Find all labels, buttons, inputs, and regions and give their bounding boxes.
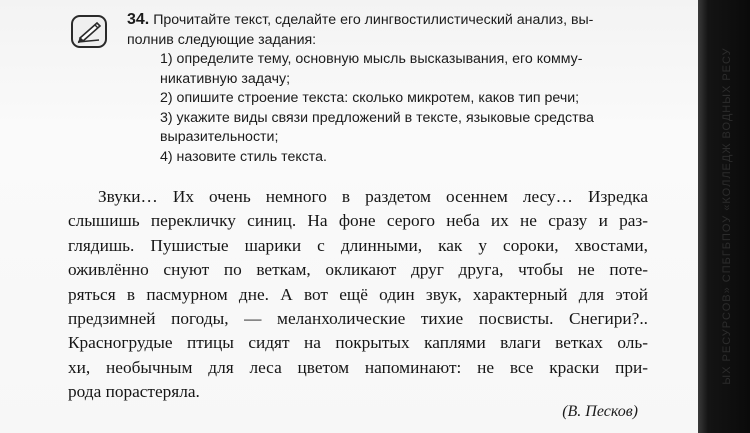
task-block — [127, 10, 647, 167]
watermark: ЫХ РЕСУРСОВ» СПБГБПОУ «КОЛЛЕДЖ ВОДНЫХ РЕСУ — [721, 47, 733, 385]
task-intro-line: полнив следующие задания: — [127, 31, 317, 48]
text-line: оживлённо снуют по веткам, окликают друг друга, чтобы не поте- — [68, 260, 648, 280]
task-item: 2) опишите строение текста: сколько микротем, каков тип речи; — [160, 90, 580, 106]
task-intro-text: Прочитайте текст, сделайте его лингвостилистический анализ, вы- — [153, 12, 594, 28]
pen-on-paper-icon — [71, 15, 107, 48]
text-line: ряться в пасмурном дне. А вот ещё один звук, характерный для этой — [68, 284, 648, 304]
text-line: предзимней погоды, — меланхолические тихие посвисты. Снегири?.. — [68, 309, 648, 329]
author-attribution: (В. Песков) — [562, 403, 638, 420]
text-line: рода порастеряла. — [68, 382, 200, 402]
task-intro-line — [127, 10, 647, 31]
text-line: Звуки… Их очень немного в раздетом осеннем лесу… Изредка — [98, 187, 648, 206]
text-line: Красногрудые птицы сидят на покрытых каплями влаги ветках оль- — [68, 333, 648, 353]
task-item: 4) назовите стиль текста. — [160, 148, 327, 165]
task-item: 1) определите тему, основную мысль высказывания, его комму- — [160, 51, 583, 67]
text-line: глядишь. Пушистые шарики с длинными, как у сороки, хвостами, — [68, 235, 648, 255]
reading-text — [68, 185, 648, 405]
task-item: 3) укажите виды связи предложений в тексте, языковые средства — [160, 109, 594, 126]
task-number: 34. — [127, 11, 150, 28]
text-line: слышишь перекличку синиц. На фоне серого неба их не сразу и раз- — [68, 211, 648, 231]
text-line: хи, необычным для леса цветом напоминают: не все краски при- — [68, 357, 648, 377]
task-item: выразительности; — [160, 129, 279, 145]
task-item: никативную задачу; — [160, 70, 291, 87]
